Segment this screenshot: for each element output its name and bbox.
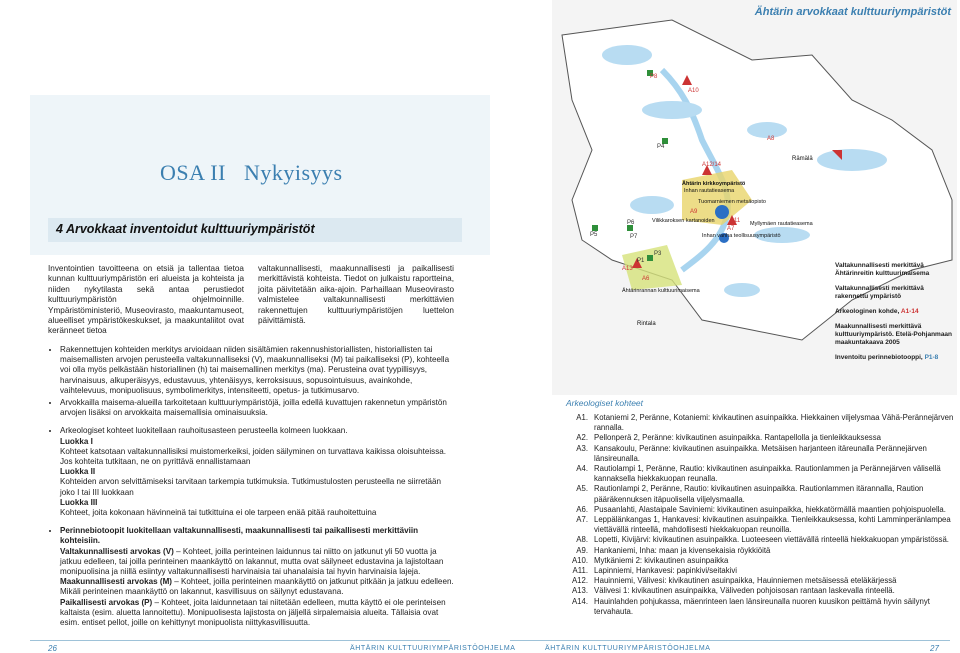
map-label-p4: P4 <box>657 144 665 150</box>
arch-item <box>560 546 955 556</box>
v-label: Valtakunnallisesti arvokas (V) <box>60 546 174 556</box>
arch-item-text: Välivesi 1: kivikautinen asuinpaikka, Väliveden pohjoisosan rantaan laskevalla rinteellä. <box>594 586 895 596</box>
map-title: Ähtärin arvokkaat kulttuuriympäristöt <box>754 6 951 18</box>
map-label-rintala: Rintala <box>637 321 656 327</box>
map-label-ahtarinranta: Ähtärinrannan kulttuurimaisema <box>622 288 700 294</box>
footer-right: ÄHTÄRIN KULTTUURIYMPÄRISTÖOHJELMA <box>545 645 711 652</box>
map-label-myllymaki: Myllymäen rautatieasema <box>750 221 813 227</box>
luokka-1-text: Kohteet katsotaan valtakunnallisiksi muistomerkeiksi, joiden säilyminen on turvattava kaikissa oloisuhteissa. Jos kohteita tutkitaan, ne on pyrittävä ennallistamaan <box>60 446 446 467</box>
arch-item-code: A11. <box>572 566 588 576</box>
luokka-1: Luokka I <box>60 436 93 446</box>
arch-item-text: Rautionlampi 2, Peränne, Rautio: kivikautinen asuinpaikka. Rautionlammen itärannalla, Raution pääräkennuksen itäpuolisella viljelysmaalla. <box>594 484 924 504</box>
legend-item-5 <box>835 354 957 362</box>
arch-item <box>560 597 955 617</box>
map-label-p6: P6 <box>627 220 635 226</box>
arch-item-code: A4. <box>576 464 588 474</box>
arch-heading: Arkeologiset kohteet <box>566 398 644 408</box>
luokka-3-text: Kohteet, joita kokonaan hävinneinä tai tutkittuina ei ole tarpeen enää pitää rauhoitettuina <box>60 508 377 518</box>
map-label-p1: P1 <box>637 258 645 264</box>
arch-item <box>560 566 955 576</box>
arch-item-text: Hauinlahden pohjukassa, mäenrinteen laen länsireunalla nuoren kuusikon peittämä hyvin säilynyt tervahauta. <box>594 596 930 616</box>
nykyisyys-label: Nykyisyys <box>243 160 343 185</box>
arch-item-text: Pellonperä 2, Peränne: kivikautinen asuinpaikka. Rantapellolla ja tienleikkauksessa <box>594 433 881 443</box>
arch-list <box>560 413 955 617</box>
map-label-p5: P5 <box>590 232 598 238</box>
page-number-right: 27 <box>930 644 939 653</box>
arch-item <box>560 505 955 515</box>
legend-item-3 <box>835 308 957 316</box>
arch-item-code: A8. <box>576 535 588 545</box>
legend-5-text: Inventoitu perinnebiotooppi, <box>835 354 923 361</box>
luokka-2: Luokka II <box>60 467 96 477</box>
arch-item-text: Lapinniemi, Hankavesi: papinkivi/seitakivi <box>594 566 738 576</box>
part-title <box>160 160 343 186</box>
section-heading: 4 Arvokkaat inventoidut kulttuuriympäristöt <box>56 222 315 236</box>
arch-item-code: A12. <box>571 576 588 586</box>
perinne-intro: Perinnebiotoopit luokitellaan valtakunnallisesti, maakunnallisesti tai paikallisesti merkittäviin kohteisiin. <box>60 526 419 546</box>
arch-item <box>560 484 955 504</box>
map-label-a10: A10 <box>688 88 699 94</box>
legend-3-code: A1-14 <box>900 308 919 315</box>
arch-item-text: Rautiolampi 1, Peränne, Rautio: kivikautinen asuinpaikka. Rautionlammen ja Perännejärven välisellä kannaksella hiekkakuopan reunalla. <box>594 464 941 484</box>
map-label-a13: A13 <box>622 266 633 272</box>
map-label-metsaopisto: Tuomarniemen metsäopisto <box>698 199 766 205</box>
p-label: Paikallisesti arvokas (P) <box>60 597 153 607</box>
footer-rule-right <box>510 640 950 641</box>
legend-3-text: Arkeologinen kohde, <box>835 308 900 315</box>
m-label: Maakunnallisesti arvokas (M) <box>60 577 173 587</box>
map-label-a8: A8 <box>767 136 775 142</box>
bullet-3 <box>60 426 458 518</box>
arch-item-text: Kansakoulu, Peränne: kivikautinen asuinpaikka. Metsäisen harjanteen itäreunalla Perännejärven länsireunalla. <box>594 443 927 463</box>
arch-item-text: Hauinniemi, Välivesi: kivikautinen asuinpaikka, Hauinniemen metsäisessä eteläkärjessä <box>594 576 897 586</box>
arch-item-code: A9. <box>576 545 588 555</box>
map-label-inha-asema: Inhan rautatieasema <box>684 188 735 194</box>
arch-item <box>560 586 955 596</box>
legend-5-code: P1-8 <box>924 354 939 361</box>
arch-item <box>560 556 955 566</box>
map-label-a11: A11 <box>730 218 741 224</box>
page-number-left: 26 <box>48 644 57 653</box>
map-label-a9: A9 <box>690 209 698 215</box>
map-label-a6: A6 <box>642 276 650 282</box>
bullet-1: • Rakennettujen kohteiden merkitys arvioidaan niiden sisältämien rakennushistoriallisten, historiallisten tai maisemallisten arvojen perusteella valtakunnalliseksi (V), maakunnalliseksi (M) tai paikalliseksi (P), kohteella voi olla myös pelkästään historiallinen (h) tai maisemallinen merkitys (ma). Perusteina ovat tyypillisyys, harvinaisuus, alkuperäisyys, edustavuus, yhtenäisyys, kerroksisuus, sopusointuisuus, avainkohde, vaihtelevuus, monipuolisuus, symbolimerkitys, intensiteetti, opetus- ja tutkimusarvo. <box>60 345 458 396</box>
arch-item-code: A3. <box>576 443 588 453</box>
arch-item-code: A6. <box>576 504 588 514</box>
footer-rule-left <box>30 640 450 641</box>
arch-item-text: Pusaanlahti, Alastaipale Saviniemi: kivikautinen asuinpaikka, hiekkatörmällä maantien pohjoispuolella. <box>594 504 946 514</box>
arch-item-code: A1. <box>576 413 588 422</box>
legend-item-1: Valtakunnallisesti merkittävä Ähtärinreitin kulttuurimaisema <box>835 262 930 277</box>
arch-item-text: Hankaniemi, Inha: maan ja kivensekaisia röykkiöitä <box>594 545 771 555</box>
map-label-a12-14: A12/14 <box>702 162 722 168</box>
p-text: – Kohteet, joita laidunnetaan tai niitetään edelleen, mutta käyttö ei ole perinteisen kaltaista (esim. aluetta lannoitettu). Monipuolisesta lajistosta on jäljellä sirpalemaisia alueita. Tällaisia ovat esim. entiset pellot, joille on kehittynyt monipuolista niittykasvillisuutta. <box>60 597 446 628</box>
arch-item <box>560 433 955 443</box>
legend-item-2: Valtakunnallisesti merkittävä rakennettu ympäristö <box>835 285 924 300</box>
bullet-2: • Arvokkailla maisema-alueilla tarkoitetaan kulttuuriympäristöjä, joilla edellä kuvattujen rakennetun ympäristön arvojen lisäksi on arvokkaita maisemallisia ominaisuuksia. <box>60 398 458 418</box>
arch-item-code: A10. <box>571 555 588 565</box>
arch-item-code: A2. <box>576 433 588 443</box>
arch-item-text: Lopetti, Kivijärvi: kivikautinen asuinpaikka. Luoteeseen viettävällä rinteellä hiekkakuopan ympäristössä. <box>594 535 949 545</box>
bullet-4 <box>60 526 458 628</box>
map-label-p8: P8 <box>650 74 658 80</box>
footer-left: ÄHTÄRIN KULTTUURIYMPÄRISTÖOHJELMA <box>350 645 516 652</box>
arch-item-text: Leppälänkangas 1, Hankavesi: kivikautinen asuinpaikka. Tienleikkauksessa, kohti Lamminperänlampea viettävällä rinteellä, mahdollisesti hiekkakuopan reunoilla. <box>594 515 951 535</box>
arch-item-text: Mytkäniemi 2: kivikautinen asuinpaikka <box>594 555 729 565</box>
section-heading-bar <box>48 218 462 242</box>
map-label-ramala: Rämälä <box>792 156 813 162</box>
arch-item <box>560 464 955 484</box>
arch-item-code: A14. <box>571 596 588 606</box>
map-label-inha-teollisuus: Inhan vanha teollisuusympäristö <box>702 233 781 239</box>
bullet-rakennetut <box>48 345 458 404</box>
arch-item-code: A5. <box>576 484 588 494</box>
intro-column-1: Inventointien tavoitteena on etsiä ja tallentaa tietoa kunnan kulttuuriympäristön eri alueista ja kohteista ja niiden nykytilasta sekä antaa perustiedot kulttuuriympäristön ohjelmoinnille. Ympäristöministeriö, Museovirasto, maakuntamuseot, alueelliset ympäristökeskukset, ja maakuntaliitot ovat keränneet tietoa <box>48 264 244 336</box>
arch-item <box>560 576 955 586</box>
arch-item-code: A7. <box>576 515 588 525</box>
map-label-kirkko: Ähtärin kirkkoympäristö <box>682 181 746 187</box>
map-label-a7: A7 <box>727 226 735 232</box>
arch-item <box>560 535 955 545</box>
luokka-3: Luokka III <box>60 497 98 507</box>
arch-item <box>560 413 955 433</box>
map-legend <box>835 262 957 369</box>
intro-column-2: valtakunnallisesti, maakunnallisesti ja paikallisesti merkittävistä kohteista. Tiedot on julkaistu raportteina, joita päivitetään aika-ajoin. Parhaillaan Museovirasto valmistelee valtakunnallisesti merkittävien rakennettujen kulttuuriympäristöjen luettelon päivittämistä. <box>258 264 454 326</box>
arch-item <box>560 515 955 535</box>
arch-item <box>560 444 955 464</box>
luokka-2-text: Kohteiden arvon selvittämiseksi tarvitaan tarkempia tutkimuksia. Tutkimustulosten perusteella ne siirretään joko I tai III luokkaan <box>60 477 442 497</box>
osa-label: OSA II <box>160 160 226 185</box>
v-text: – Kohteet, joilla perinteinen laidunnus tai niitto on jatkunut yli 50 vuotta ja jatkuu edelleen, tai joilla perinteinen maankäyttö on lakannut, mutta ovat säilyneet edustavina ja lajistoltaan monipuolisina ja niillä esiintyy valtakunnallisesti harvinaisia tai uhanalaisia tai hyvin harvinaisia lajeja. <box>60 546 444 577</box>
arch-item-text: Kotaniemi 2, Peränne, Kotaniemi: kivikautinen asuinpaikka. Hiekkainen viljelysmaa Vähä-Perännejärven rannalla. <box>594 413 954 433</box>
m-text: – Kohteet, joilla perinteinen maankäyttö on jatkunut pitkään ja jatkuu edelleen. Mikäli perinteinen maankäyttö on lakannut, kasvillisuus on säilynyt edustavana. <box>60 577 454 597</box>
bullet-list <box>48 398 458 636</box>
map-label-vilikkaroksen: Vilikkaroksen kartanoiden <box>652 218 715 224</box>
map-label-p7: P7 <box>630 234 638 240</box>
map-label-p3: P3 <box>654 251 662 257</box>
arch-item-code: A13. <box>571 586 588 596</box>
legend-item-4: Maakunnallisesti merkittävä kulttuuriympäristö. Etelä-Pohjanmaan maakuntakaava 2005 <box>835 323 953 346</box>
arch-intro: Arkeologiset kohteet luokitellaan rauhoitusasteen perusteella kolmeen luokkaan. <box>60 426 348 436</box>
